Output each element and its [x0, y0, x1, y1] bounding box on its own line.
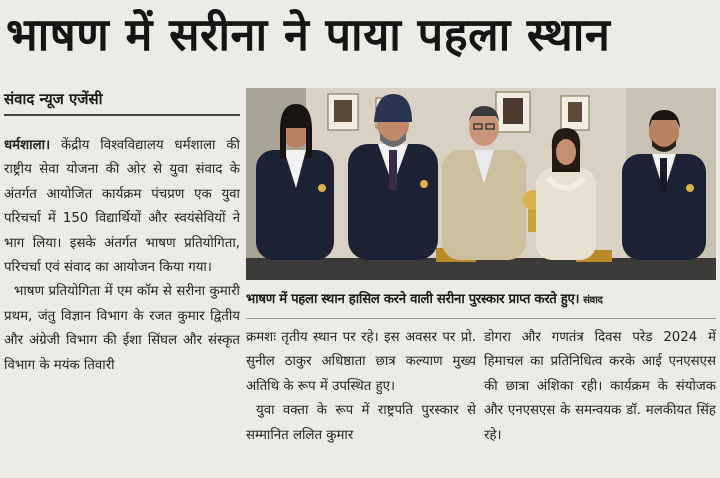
dateline: धर्मशाला। — [4, 138, 51, 153]
paragraph: डोगरा और गणतंत्र दिवस परेड 2024 में हिमाचल का प्रतिनिधित्व करके आई एनएसएस की छात्रा अंशिका रही। कार्यक्रम के संयोजक और एनएसएस के समन्वयक डॉ. मलकीयत सिंह रहे। — [484, 330, 716, 443]
article-column-3 — [484, 326, 716, 474]
paragraph: भाषण प्रतियोगिता में एम कॉम से सरीना कुमारी प्रथम, जंतु विज्ञान विभाग के रजत कुमार द्वितीय और अंग्रेजी विभाग की ईशा सिंघल और संस्कृत विभाग के मयंक तिवारी — [4, 284, 240, 373]
paragraph: युवा वक्ता के रूप में राष्ट्रपति पुरस्कार से सम्मानित ललित कुमार — [246, 403, 476, 443]
paragraph: क्रमशः तृतीय स्थान पर रहे। इस अवसर पर प्रो. सुनील ठाकुर अधिष्ठाता छात्र कल्याण मुख्य अतिथि के रूप में उपस्थित हुए। — [246, 330, 476, 394]
caption-text: भाषण में पहला स्थान हासिल करने वाली सरीना पुरस्कार प्राप्त करते हुए। — [246, 292, 580, 307]
paragraph — [4, 134, 240, 280]
article-column-2 — [246, 326, 476, 474]
photo-caption — [246, 286, 716, 314]
paragraph-text: केंद्रीय विश्वविद्यालय धर्मशाला की राष्ट्रीय सेवा योजना की ओर से युवा संवाद के अंतर्गत आयोजित कार्यक्रम पंचप्रण एक युवा परिचर्चा में 150 विद्यार्थियों और स्वयंसेवियों ने भाग लिया। इसके अंतर्गत भाषण प्रतियोगिता, परिचर्चा एवं संवाद का आयोजन किया गया। — [4, 138, 240, 276]
headline: भाषण में सरीना ने पाया पहला स्थान — [6, 8, 611, 61]
byline: संवाद न्यूज एजेंसी — [4, 86, 240, 116]
news-photo — [246, 88, 716, 280]
article-column-1 — [4, 134, 240, 474]
divider — [246, 318, 716, 319]
photo-credit: संवाद — [583, 295, 603, 306]
